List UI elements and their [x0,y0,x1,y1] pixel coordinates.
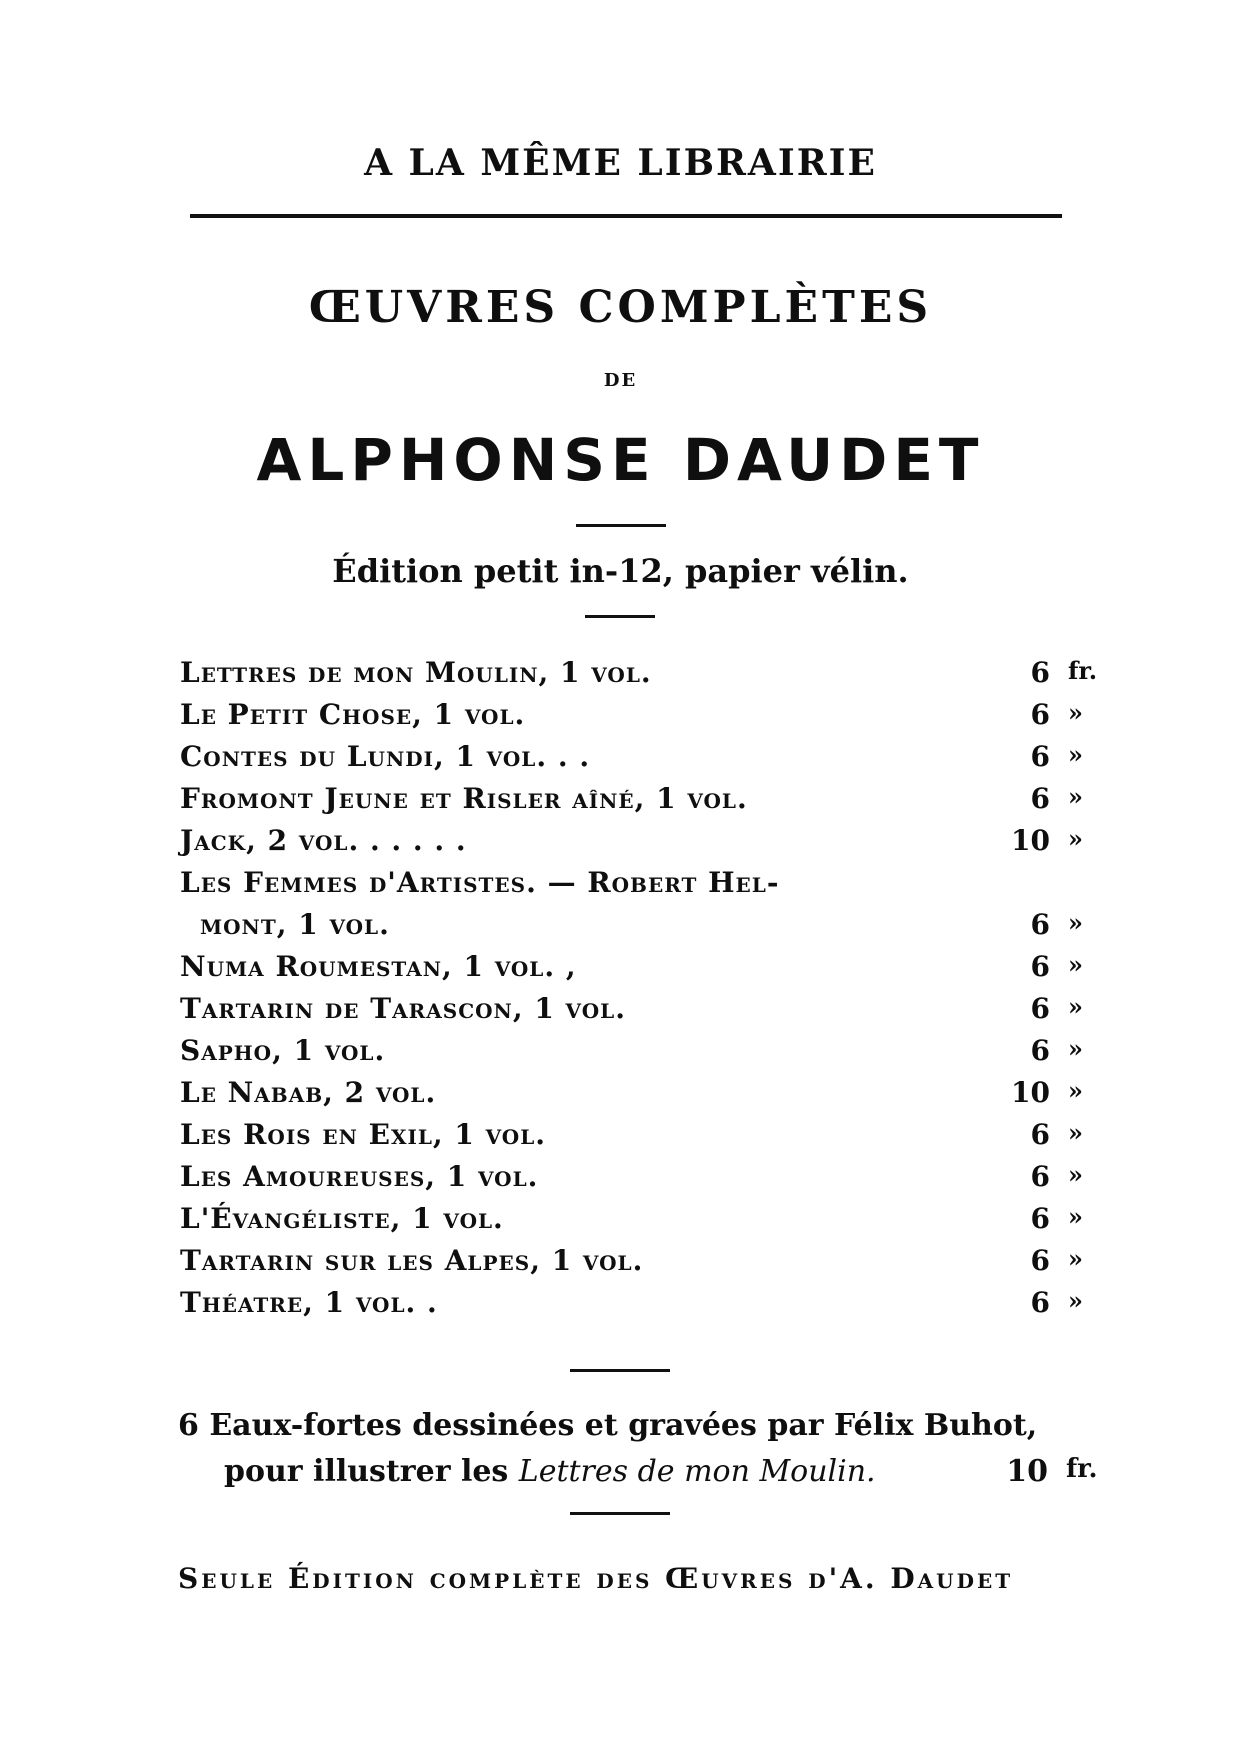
book-price-unit: » [1068,740,1083,769]
book-price-unit: » [1068,1076,1083,1105]
etchings-price: 10 [1006,1454,1048,1489]
book-row [180,908,1083,950]
book-price-unit: » [1068,908,1083,937]
book-price-unit: » [1068,824,1083,853]
book-price: 6 [1030,1118,1050,1151]
book-price: 6 [1030,1160,1050,1193]
book-title: Théatre, 1 vol. . [180,1286,438,1319]
book-row [180,1076,1083,1118]
etchings-line-1: 6 Eaux-fortes dessinées et gravées par Félix Buhot, [178,1408,1038,1443]
book-price: 6 [1030,950,1050,983]
header-rule [190,214,1062,218]
list-rule [570,1369,670,1372]
book-price: 10 [1011,824,1050,857]
book-title: L'Évangéliste, 1 vol. [180,1202,504,1235]
book-row [180,950,1083,992]
book-row [180,782,1083,824]
book-price: 10 [1011,1076,1050,1109]
book-price: 6 [1030,656,1050,689]
etchings-book-title: Lettres de mon Moulin. [518,1454,876,1489]
edition-note: Édition petit in-12, papier vélin. [332,552,909,590]
footer-rule [570,1512,670,1515]
book-title: Contes du Lundi, 1 vol. . . [180,740,591,773]
book-price-unit: » [1068,992,1083,1021]
book-title: mont, 1 vol. [200,908,390,941]
book-price-unit: » [1068,1286,1083,1315]
author-name: ALPHONSE DAUDET [256,426,985,494]
footer-note: Seule Édition complète des Œuvres d'A. Daudet [178,1562,1014,1595]
book-price: 6 [1030,1034,1050,1067]
etchings-entry [178,1408,1098,1498]
book-price-unit: » [1068,782,1083,811]
book-price: 6 [1030,740,1050,773]
book-row [180,1160,1083,1202]
book-price-unit: » [1068,1118,1083,1147]
etchings-line-2-prefix: pour illustrer les [224,1454,519,1489]
book-title: Tartarin de Tarascon, 1 vol. [180,992,626,1025]
book-price: 6 [1030,1244,1050,1277]
book-row [180,1034,1083,1076]
book-price-unit: fr. [1068,656,1098,685]
book-price-unit: » [1068,698,1083,727]
book-price: 6 [1030,1286,1050,1319]
book-price-unit: » [1068,1244,1083,1273]
publisher-header: A LA MÊME LIBRAIRIE [364,142,877,184]
etchings-price-unit: fr. [1066,1454,1098,1484]
book-price-unit: » [1068,1202,1083,1231]
book-price-unit: » [1068,1034,1083,1063]
etchings-line-2 [224,1454,876,1489]
book-title: Lettres de mon Moulin, 1 vol. [180,656,652,689]
book-row [180,740,1083,782]
book-price: 6 [1030,698,1050,731]
book-row [180,1244,1083,1286]
book-row [180,1286,1083,1328]
edition-rule [585,615,655,618]
book-row [180,992,1083,1034]
book-row [180,1118,1083,1160]
book-title: Jack, 2 vol. . . . . . [180,824,467,857]
book-title: Numa Roumestan, 1 vol. , [180,950,577,983]
book-title: Tartarin sur les Alpes, 1 vol. [180,1244,644,1277]
book-title: Les Femmes d'Artistes. — Robert Hel- [180,866,780,899]
book-row [180,656,1098,698]
book-price: 6 [1030,908,1050,941]
author-rule [576,524,666,527]
book-row [180,698,1083,740]
book-row [180,824,1083,866]
book-title: Le Nabab, 2 vol. [180,1076,437,1109]
book-price-unit: » [1068,1160,1083,1189]
book-title: Les Rois en Exil, 1 vol. [180,1118,547,1151]
collection-title: ŒUVRES COMPLÈTES [308,282,933,333]
book-title: Les Amoureuses, 1 vol. [180,1160,539,1193]
title-preposition: DE [603,370,638,391]
book-price: 6 [1030,1202,1050,1235]
book-list [180,656,1098,1328]
book-price: 6 [1030,992,1050,1025]
book-title: Le Petit Chose, 1 vol. [180,698,526,731]
book-price-unit: » [1068,950,1083,979]
book-title: Sapho, 1 vol. [180,1034,386,1067]
book-price: 6 [1030,782,1050,815]
book-row [180,1202,1083,1244]
book-title: Fromont Jeune et Risler aîné, 1 vol. [180,782,748,815]
book-row [180,866,1060,908]
